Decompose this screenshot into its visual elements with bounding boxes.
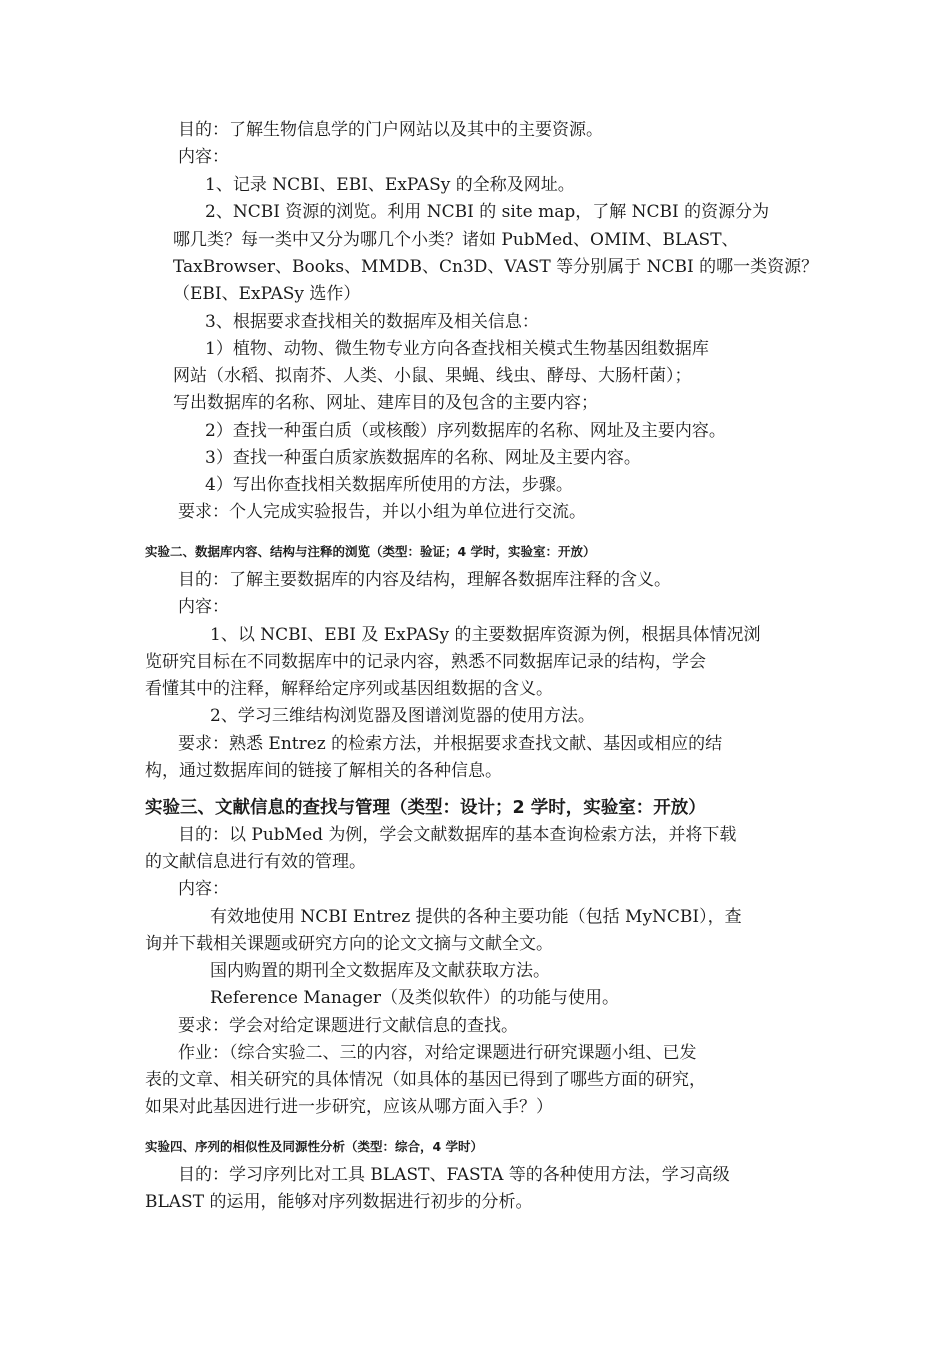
s3-p3: Reference Manager（及类似软件）的功能与使用。 — [210, 988, 620, 1008]
s3-hw-line1: 作业：（综合实验二、三的内容，对给定课题进行研究课题小组、已发 — [178, 1043, 697, 1063]
s1-goal: 目的：了解生物信息学的门户网站以及其中的主要资源。 — [178, 120, 603, 140]
s2-item1-line3: 看懂其中的注释，解释给定序列或基因组数据的含义。 — [145, 679, 553, 699]
s3-p2: 国内购置的期刊全文数据库及文献获取方法。 — [210, 961, 550, 981]
s3-heading: 实验三、文献信息的查找与管理（类型：设计；2 学时，实验室：开放） — [145, 798, 706, 818]
s2-content-label: 内容： — [178, 597, 229, 617]
s3-hw-line2: 表的文章、相关研究的具体情况（如具体的基因已得到了哪些方面的研究， — [145, 1070, 706, 1090]
s4-goal-line1: 目的：学习序列比对工具 BLAST、FASTA 等的各种使用方法，学习高级 — [178, 1165, 730, 1185]
s4-heading: 实验四、序列的相似性及同源性分析（类型：综合，4 学时） — [145, 1139, 484, 1154]
s3-goal-line1: 目的：以 PubMed 为例，学会文献数据库的基本查询检索方法，并将下载 — [178, 825, 737, 845]
s3-requirement: 要求：学会对给定课题进行文献信息的查找。 — [178, 1016, 518, 1036]
s3-p1-line2: 询并下载相关课题或研究方向的论文文摘与文献全文。 — [145, 934, 553, 954]
s1-sub1-line3: 写出数据库的名称、网址、建库目的及包含的主要内容； — [173, 393, 598, 413]
s1-item3: 3、根据要求查找相关的数据库及相关信息： — [205, 312, 539, 332]
s4-goal-line2: BLAST 的运用，能够对序列数据进行初步的分析。 — [145, 1192, 533, 1212]
s1-item2-line1: 2、NCBI 资源的浏览。利用 NCBI 的 site map，了解 NCBI 的资源分为 — [205, 202, 770, 222]
s3-content-label: 内容： — [178, 879, 229, 899]
s2-item1-line2: 览研究目标在不同数据库中的记录内容，熟悉不同数据库记录的结构，学会 — [145, 652, 706, 672]
s1-item1: 1、记录 NCBI、EBI、ExPASy 的全称及网址。 — [205, 175, 575, 195]
s2-req-line2: 构，通过数据库间的链接了解相关的各种信息。 — [145, 761, 502, 781]
s2-req-line1: 要求：熟悉 Entrez 的检索方法，并根据要求查找文献、基因或相应的结 — [178, 734, 723, 754]
s1-sub1-line1: 1）植物、动物、微生物专业方向各查找相关模式生物基因组数据库 — [205, 339, 709, 359]
s1-item2-line2: 哪几类？每一类中又分为哪几个小类？诸如 PubMed、OMIM、BLAST、 — [173, 230, 739, 250]
s2-goal: 目的：了解主要数据库的内容及结构，理解各数据库注释的含义。 — [178, 570, 671, 590]
s2-item2: 2、学习三维结构浏览器及图谱浏览器的使用方法。 — [210, 706, 595, 726]
s3-goal-line2: 的文献信息进行有效的管理。 — [145, 852, 366, 872]
s1-sub4: 4）写出你查找相关数据库所使用的方法，步骤。 — [205, 475, 573, 495]
s1-item2-line3: TaxBrowser、Books、MMDB、Cn3D、VAST 等分别属于 NCBI 的哪一类资源？ — [173, 257, 819, 277]
s3-hw-line3: 如果对此基因进行进一步研究，应该从哪方面入手？） — [145, 1097, 553, 1117]
s1-sub2: 2）查找一种蛋白质（或核酸）序列数据库的名称、网址及主要内容。 — [205, 421, 726, 441]
s1-sub1-line2: 网站（水稻、拟南芥、人类、小鼠、果蝇、线虫、酵母、大肠杆菌）； — [173, 366, 692, 386]
s1-sub3: 3）查找一种蛋白质家族数据库的名称、网址及主要内容。 — [205, 448, 641, 468]
s1-item2-line4: （EBI、ExPASy 选作） — [173, 284, 361, 304]
s2-heading: 实验二、数据库内容、结构与注释的浏览（类型：验证；4 学时，实验室：开放） — [145, 544, 596, 559]
s2-item1-line1: 1、以 NCBI、EBI 及 ExPASy 的主要数据库资源为例，根据具体情况浏 — [210, 625, 761, 645]
s1-requirement: 要求：个人完成实验报告，并以小组为单位进行交流。 — [178, 502, 586, 522]
s3-p1-line1: 有效地使用 NCBI Entrez 提供的各种主要功能（包括 MyNCBI），查 — [210, 907, 742, 927]
s1-content-label: 内容： — [178, 147, 229, 167]
